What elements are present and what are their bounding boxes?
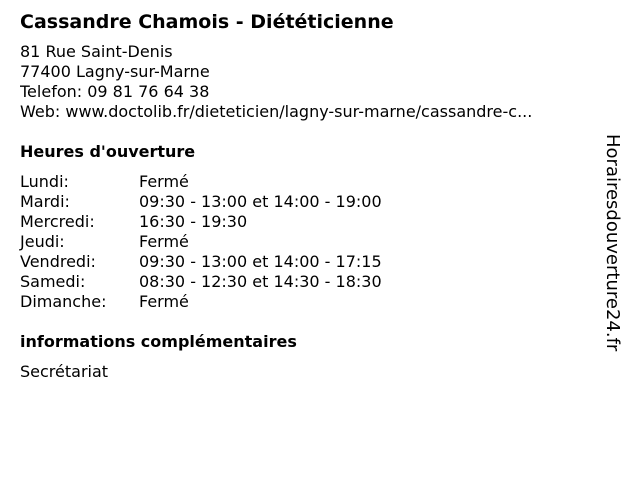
site-watermark: Horairesdouverture24.fr: [602, 134, 623, 352]
time-value: 08:30 - 12:30 et 14:30 - 18:30: [139, 272, 382, 291]
day-label: Mardi:: [20, 192, 70, 211]
hours-row-saturday: [20, 272, 600, 292]
business-title: Cassandre Chamois - Diététicienne: [20, 11, 394, 33]
hours-table: [20, 172, 600, 312]
website-link[interactable]: Web: www.doctolib.fr/dieteticien/lagny-sur-marne/cassandre-c...: [20, 102, 533, 121]
day-label: Vendredi:: [20, 252, 96, 271]
day-label: Mercredi:: [20, 212, 95, 231]
extra-info-text: Secrétariat: [20, 362, 109, 381]
address-block: [20, 42, 600, 122]
time-value: Fermé: [139, 172, 189, 191]
day-label: Jeudi:: [20, 232, 65, 251]
time-value: 09:30 - 13:00 et 14:00 - 19:00: [139, 192, 382, 211]
hours-row-sunday: [20, 292, 600, 312]
day-label: Samedi:: [20, 272, 86, 291]
hours-row-tuesday: [20, 192, 600, 212]
extra-info-heading: informations complémentaires: [20, 332, 297, 351]
time-value: 16:30 - 19:30: [139, 212, 248, 231]
time-value: Fermé: [139, 232, 189, 251]
hours-heading: Heures d'ouverture: [20, 142, 196, 161]
time-value: 09:30 - 13:00 et 14:00 - 17:15: [139, 252, 382, 271]
day-label: Lundi:: [20, 172, 69, 191]
hours-row-monday: [20, 172, 600, 192]
business-card: [20, 8, 600, 382]
hours-row-friday: [20, 252, 600, 272]
hours-row-wednesday: [20, 212, 600, 232]
time-value: Fermé: [139, 292, 189, 311]
hours-row-thursday: [20, 232, 600, 252]
address-street: 81 Rue Saint-Denis: [20, 42, 173, 61]
day-label: Dimanche:: [20, 292, 107, 311]
address-city: 77400 Lagny-sur-Marne: [20, 62, 210, 81]
phone-number: Telefon: 09 81 76 64 38: [20, 82, 210, 101]
